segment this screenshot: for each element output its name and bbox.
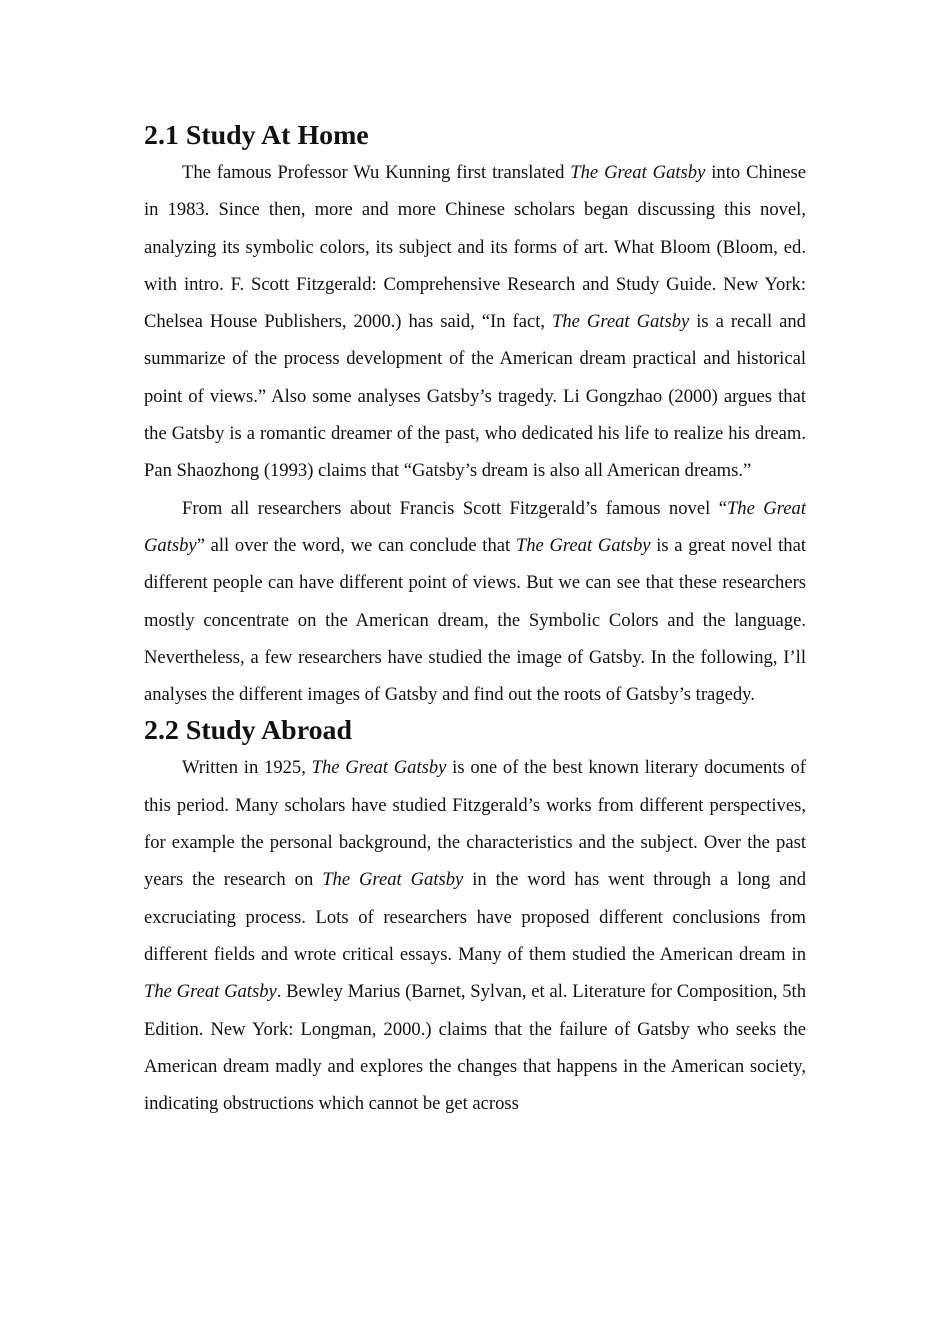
section-heading-study-at-home: 2.1 Study At Home xyxy=(144,120,369,151)
section-heading-study-abroad: 2.2 Study Abroad xyxy=(144,715,352,747)
paragraph: Written in 1925, The Great Gatsby is one of the best known literary documents of this period. Many scholars have studied Fitzgerald’s works from different perspectives, for example the personal background, the characteristics and the subject. Over the past years the research on The Great Gatsby in the word has went through a long and excruciating process. Lots of researchers have proposed different conclusions from different fields and wrote critical essays. Many of them studied the American dream in The Great Gatsby. Bewley Marius (Barnet, Sylvan, et al. Literature for Composition, 5th Edition. New York: Longman, 2000.) claims that the failure of Gatsby who seeks the American dream madly and explores the changes that happens in the American society, indicating obstructions which cannot be get across xyxy=(144,757,806,1115)
paragraph: From all researchers about Francis Scott Fitzgerald’s famous novel “The Great Gatsby” all over the word, we can conclude that The Great Gatsby is a great novel that different people can have different point of views. But we can see that these researchers mostly concentrate on the American dream, the Symbolic Colors and the language. Nevertheless, a few researchers have studied the image of Gatsby. In the following, I’ll analyses the different images of Gatsby and find out the roots of Gatsby’s tragedy. xyxy=(144,497,806,706)
paragraph: The famous Professor Wu Kunning first translated The Great Gatsby into Chinese in 1983. Since then, more and more Chinese scholars began discussing this novel, analyzing its symbolic colors, its subject and its forms of art. What Bloom (Bloom, ed. with intro. F. Scott Fitzgerald: Comprehensive Research and Study Guide. New York: Chelsea House Publishers, 2000.) has said, “In fact, The Great Gatsby is a recall and summarize of the process development of the American dream practical and historical point of views.” Also some analyses Gatsby’s tragedy. Li Gongzhao (2000) argues that the Gatsby is a romantic dreamer of the past, who dedicated his life to realize his dream. Pan Shaozhong (1993) claims that “Gatsby’s dream is also all American dreams.” xyxy=(144,162,806,482)
document-body xyxy=(144,118,806,1122)
